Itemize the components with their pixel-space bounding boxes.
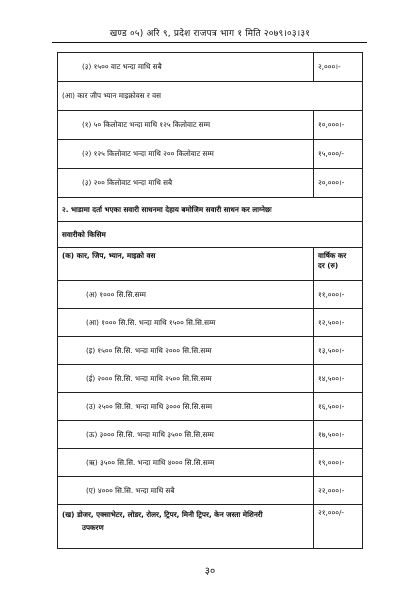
table-row [58, 393, 363, 421]
table-row [58, 140, 363, 169]
category-ka-heading: (क) कार, जिप, भ्यान, माइक्रो वस [58, 248, 314, 281]
row-amount: २,०००।- [314, 53, 363, 82]
vehicle-type-heading: सवारीको किसिम [58, 222, 363, 248]
table-row [58, 505, 363, 549]
row-label: (ऊ) ३००० सि.सि. भन्दा माथि ३५०० सि.सि.सम्म [58, 421, 314, 449]
page-number: ३० [204, 566, 216, 577]
row-label: (अ) १००० सि.सि.सम्म [58, 281, 314, 309]
row-amount: १७,५००।- [314, 421, 363, 449]
row-label: (१) ५० किलोवाट भन्दा माथि १२५ किलोवाट सम्म [58, 111, 314, 140]
row-amount: १५,०००/- [314, 140, 363, 169]
table-row [58, 53, 363, 82]
row-label: (३) २०० किलोवाट भन्दा माथि सबै [58, 169, 314, 198]
tax-rate-table [57, 52, 363, 549]
row-amount: २०,०००।- [314, 169, 363, 198]
row-label: (इ) १५०० सि.सि. भन्दा माथि २००० सि.सि.सम्म [58, 337, 314, 365]
row-amount: ११,०००।- [314, 281, 363, 309]
section-row [58, 222, 363, 248]
row-amount: १६,५००।- [314, 393, 363, 421]
section-aa-label: (आ) कार जीप भ्यान माइक्रोवस र वस [58, 82, 363, 111]
table-row [58, 365, 363, 393]
row-amount: १३,५००।- [314, 337, 363, 365]
row-amount: १९,०००।- [314, 449, 363, 477]
table-row [58, 309, 363, 337]
page-header: खण्ड ०५) अरि ९, प्रदेश राजपत्र भाग १ मिति २०७९।०३।३१ [109, 29, 311, 39]
table-row [58, 111, 363, 140]
section-row [58, 82, 363, 111]
row-label: (२) १२५ किलोवाट भन्दा माथि २०० किलोवाट सम्म [58, 140, 314, 169]
section-row [58, 198, 363, 222]
category-kha-line1: (ख) डोजर, एक्साभेटर, लोडर, रोलर, ट्रिपर, मिनी ट्रिपर, केन जस्ता मेशिनरी [62, 510, 263, 519]
annual-rate-header [314, 248, 363, 281]
row-amount: २२,०००।- [314, 477, 363, 505]
row-label: (आ) १००० सि.सि. भन्दा माथि १५०० सि.सि.सम्म [58, 309, 314, 337]
annual-rate-line2: दर (रु) [318, 261, 339, 270]
row-amount: १२,५००।- [314, 309, 363, 337]
section-2-heading: २. भाडामा दर्ता भएका सवारी साधनमा देहाय बमोजिम सवारी साधन कर लाग्नेछः [58, 198, 363, 222]
row-label: (३) १५०० वाट भन्दा माथि सबै [58, 53, 314, 82]
table-row [58, 337, 363, 365]
category-kha-amount: २१,०००/- [314, 505, 363, 549]
row-amount: १०,०००।- [314, 111, 363, 140]
table-row [58, 477, 363, 505]
annual-rate-line1: वार्षिक कर [318, 251, 347, 260]
category-kha-label [58, 505, 314, 549]
table-row [58, 449, 363, 477]
table-row [58, 169, 363, 198]
row-label: (ए) ४००० सि.सि. भन्दा माथि सबै [58, 477, 314, 505]
row-amount: १४,५००।- [314, 365, 363, 393]
table-row [58, 421, 363, 449]
row-label: (ऋ) ३५०० सि.सि. भन्दा माथि ४००० सि.सि.सम्म [58, 449, 314, 477]
row-label: (ई) २००० सि.सि. भन्दा माथि २५०० सि.सि.सम्म [58, 365, 314, 393]
table-row [58, 281, 363, 309]
column-header-row [58, 248, 363, 281]
row-label: (उ) २५०० सि.सि. भन्दा माथि ३००० सि.सि.सम्म [58, 393, 314, 421]
category-kha-line2: उपकरण [82, 523, 104, 532]
header-rule [52, 42, 367, 43]
